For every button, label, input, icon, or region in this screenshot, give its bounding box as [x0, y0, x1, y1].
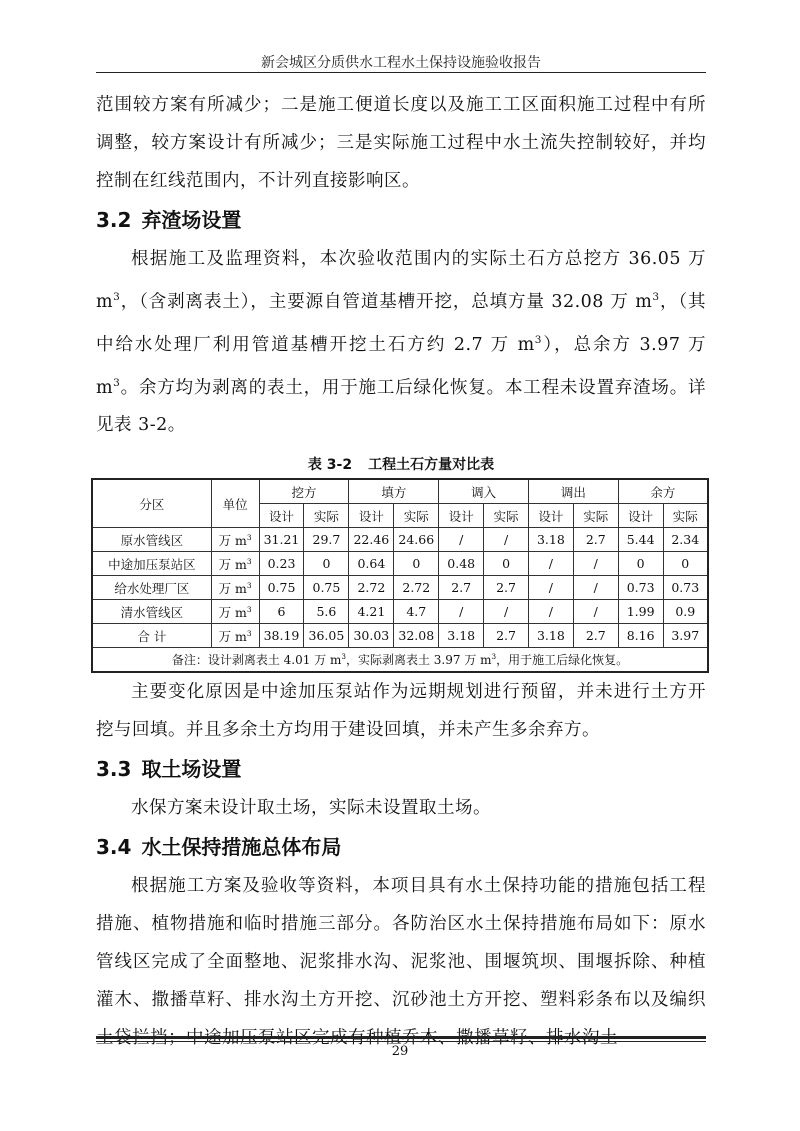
subheader-design: 设计	[349, 504, 394, 528]
unit-cell	[211, 552, 259, 576]
value-cell: 0.9	[663, 600, 708, 624]
value-cell: 36.05	[304, 624, 349, 648]
value-cell: /	[484, 600, 529, 624]
subheader-design: 设计	[528, 504, 573, 528]
table-title: 工程土石方量对比表	[368, 457, 495, 474]
unit-text: 万 m	[218, 628, 247, 644]
header-group: 挖方	[259, 479, 349, 504]
table-row	[92, 600, 708, 624]
value-cell: /	[573, 600, 618, 624]
table-note-row	[92, 648, 708, 673]
section-title: 弃渣场设置	[141, 208, 242, 232]
value-cell: 22.46	[349, 528, 394, 552]
text-run: 备注：设计剥离表土 4.01 万 m	[171, 653, 342, 668]
text-run: ，（含剥离表土），主要源自管道基槽开挖，总填方量 32.08 万 m	[120, 291, 653, 312]
value-cell: 2.34	[663, 528, 708, 552]
value-cell: 0.73	[663, 576, 708, 600]
value-cell: 5.6	[304, 600, 349, 624]
value-cell: /	[484, 528, 529, 552]
superscript: 3	[534, 333, 542, 346]
value-cell: 2.7	[439, 576, 484, 600]
text-run: ），总余方 3.97 万 m	[96, 334, 706, 398]
superscript: 3	[246, 580, 252, 590]
value-cell: /	[528, 576, 573, 600]
subheader-actual: 实际	[304, 504, 349, 528]
value-cell: 0	[304, 552, 349, 576]
value-cell: 29.7	[304, 528, 349, 552]
value-cell: 3.18	[528, 624, 573, 648]
value-cell: 0.75	[259, 576, 304, 600]
value-cell: 2.72	[394, 576, 439, 600]
superscript: 3	[246, 628, 252, 638]
section-3-4-heading	[96, 827, 706, 867]
section-title: 水土保持措施总体布局	[141, 835, 342, 860]
value-cell: 31.21	[259, 528, 304, 552]
superscript: 3	[246, 532, 252, 542]
value-cell: 0	[618, 552, 663, 576]
unit-text: 万 m	[218, 532, 247, 548]
section-3-3-heading	[96, 749, 706, 789]
value-cell: 38.19	[259, 624, 304, 648]
table-header-row	[92, 479, 708, 504]
value-cell: /	[573, 576, 618, 600]
superscript: 3	[341, 652, 346, 662]
value-cell: 2.7	[573, 624, 618, 648]
section-number: 3.4	[96, 835, 132, 860]
subheader-actual: 实际	[663, 504, 708, 528]
unit-text: 万 m	[218, 556, 247, 572]
value-cell: /	[439, 600, 484, 624]
superscript: 3	[652, 291, 660, 303]
text-run: 。余方均为剥离的表土，用于施工后绿化恢复。本工程未设置弃渣场。详见表 3-2。	[96, 377, 706, 436]
superscript: 3	[246, 556, 252, 566]
table-caption	[96, 452, 706, 478]
subheader-actual: 实际	[394, 504, 439, 528]
header-unit: 单位	[211, 479, 259, 528]
superscript: 3	[491, 652, 497, 662]
subheader-design: 设计	[439, 504, 484, 528]
value-cell: 0.23	[259, 552, 304, 576]
text-run: ，（其中给水处理厂利用管道基槽开挖土石方约 2.7 万 m	[96, 291, 707, 355]
text-run: ，实际剥离表土 3.97 万 m	[345, 653, 492, 668]
value-cell: 3.18	[528, 528, 573, 552]
subheader-actual: 实际	[484, 504, 529, 528]
value-cell: 0.48	[439, 552, 484, 576]
value-cell: /	[573, 552, 618, 576]
subheader-design: 设计	[259, 504, 304, 528]
footer-rule	[96, 1036, 706, 1039]
footer-rule	[96, 1041, 706, 1042]
value-cell: 2.7	[484, 624, 529, 648]
value-cell: 24.66	[394, 528, 439, 552]
value-cell: 0.73	[618, 576, 663, 600]
text-run: ，用于施工后绿化恢复。	[496, 653, 629, 668]
value-cell: 4.7	[394, 600, 439, 624]
zone-cell: 中途加压泵站区	[92, 552, 211, 576]
superscript: 3	[113, 291, 121, 303]
value-cell: 4.21	[349, 600, 394, 624]
value-cell: 0	[394, 552, 439, 576]
header-zone: 分区	[92, 479, 211, 528]
page-number: 29	[391, 1044, 409, 1059]
header-rule	[96, 72, 706, 73]
section-3-2-paragraph	[96, 240, 706, 444]
header-group: 余方	[618, 479, 708, 504]
section-number: 3.3	[96, 757, 132, 782]
value-cell: 5.44	[618, 528, 663, 552]
page-header: 新会城区分质供水工程水土保持设施验收报告	[261, 55, 541, 71]
header-group: 调出	[528, 479, 618, 504]
section-3-4-paragraph: 根据施工方案及验收等资料，本项目具有水土保持功能的措施包括工程措施、植物措施和临时措施三部分。各防治区水土保持措施布局如下：原水管线区完成了全面整地、泥浆排水沟、泥浆池、围堰筑坝、围堰拆除、种植灌木、撒播草籽、排水沟土方开挖、沉砂池土方开挖、塑料彩条布以及编织土袋拦挡；中途加压泵站区完成有种植乔木、撒播草籽、排水沟土	[96, 876, 706, 1049]
subheader-actual: 实际	[573, 504, 618, 528]
unit-cell	[211, 528, 259, 552]
superscript: 3	[246, 604, 252, 614]
intro-paragraph: 范围较方案有所减少；二是施工便道长度以及施工工区面积施工过程中有所调整，较方案设计有所减少；三是实际施工过程中水土流失控制较好，并均控制在红线范围内，不计列直接影响区。	[96, 95, 706, 191]
value-cell: /	[439, 528, 484, 552]
value-cell: 32.08	[394, 624, 439, 648]
value-cell: 6	[259, 600, 304, 624]
page-content	[96, 86, 706, 1057]
earthwork-table	[91, 478, 709, 673]
table-row	[92, 624, 708, 648]
table-row	[92, 576, 708, 600]
section-3-2-heading	[96, 200, 706, 240]
value-cell: 3.97	[663, 624, 708, 648]
value-cell: 3.18	[439, 624, 484, 648]
value-cell: /	[528, 552, 573, 576]
value-cell: 1.99	[618, 600, 663, 624]
value-cell: 8.16	[618, 624, 663, 648]
unit-text: 万 m	[218, 580, 247, 596]
table-row	[92, 552, 708, 576]
zone-cell: 原水管线区	[92, 528, 211, 552]
subheader-design: 设计	[618, 504, 663, 528]
table-row	[92, 528, 708, 552]
value-cell: 0.75	[304, 576, 349, 600]
value-cell: /	[528, 600, 573, 624]
unit-cell	[211, 576, 259, 600]
header-group: 调入	[439, 479, 529, 504]
zone-cell: 合 计	[92, 624, 211, 648]
unit-cell	[211, 600, 259, 624]
zone-cell: 清水管线区	[92, 600, 211, 624]
section-title: 取土场设置	[141, 757, 242, 782]
table-note	[92, 648, 708, 673]
value-cell: 2.7	[484, 576, 529, 600]
zone-cell: 给水处理厂区	[92, 576, 211, 600]
value-cell: 0	[484, 552, 529, 576]
value-cell: 2.7	[573, 528, 618, 552]
value-cell: 30.03	[349, 624, 394, 648]
section-number: 3.2	[96, 208, 132, 232]
value-cell: 0.64	[349, 552, 394, 576]
value-cell: 0	[663, 552, 708, 576]
section-3-3-paragraph: 水保方案未设计取土场，实际未设置取土场。	[131, 798, 491, 819]
unit-text: 万 m	[218, 604, 247, 620]
table-body	[92, 528, 708, 648]
value-cell: 2.72	[349, 576, 394, 600]
text-run: 根据施工及监理资料，本次验收范围内的实际土石方总挖方 36.05 万 m	[96, 249, 706, 312]
table-number: 表 3-2	[307, 457, 353, 474]
superscript: 3	[113, 376, 121, 389]
header-group: 填方	[349, 479, 439, 504]
unit-cell	[211, 624, 259, 648]
change-reason-paragraph: 主要变化原因是中途加压泵站作为远期规划进行预留，并未进行土方开挖与回填。并且多余土方均用于建设回填，并未产生多余弃方。	[96, 682, 706, 741]
